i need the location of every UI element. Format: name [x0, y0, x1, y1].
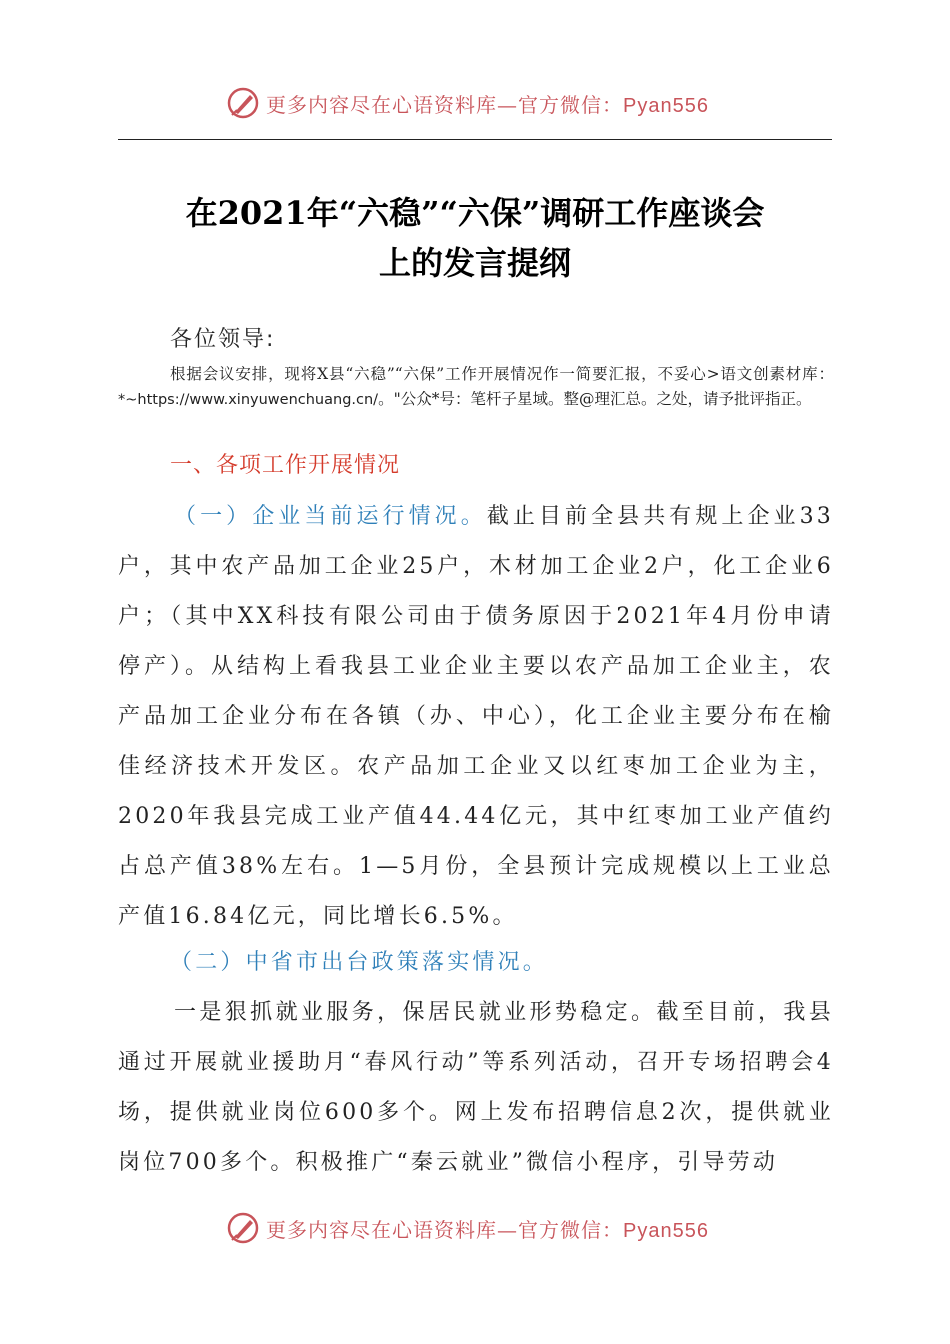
salutation: 各位领导:	[170, 327, 276, 352]
title-line-1: 在2021年“六稳”“六保”调研工作座谈会	[185, 194, 765, 232]
quill-logo-icon	[226, 86, 260, 120]
subsection-1-paragraph	[118, 492, 834, 942]
intro-url: *~https://www.xinyuwenchuang.cn/	[118, 392, 379, 408]
banner-text: 更多内容尽在心语资料库—官方微信：Pyan556	[266, 1217, 709, 1242]
subsection-1-heading: （一）企业当前运行情况。	[174, 504, 487, 529]
subsection-2-heading: （二）中省市出台政策落实情况。	[170, 950, 549, 975]
footer-watermark-banner	[226, 1211, 746, 1245]
title-line-2: 上的发言提纲	[378, 244, 571, 282]
banner-text: 更多内容尽在心语资料库—官方微信：Pyan556	[266, 92, 709, 117]
body-paragraph-2: 一是狠抓就业服务，保居民就业形势稳定。截至目前，我县通过开展就业援助月“春风行动”等系列活动，召开专场招聘会4场，提供就业岗位600多个。网上发布招聘信息2次，提供就业岗位700多个。积极推广“秦云就业”微信小程序，引导劳动	[118, 1000, 834, 1175]
banner-brand: Pyan556	[623, 94, 709, 117]
subsection-1-body: 截止目前全县共有规上企业33户，其中农产品加工企业25户，木材加工企业2户，化工企业6户；（其中XX科技有限公司由于债务原因于2021年4月份申请停产）。从结构上看我县工业企业主要以农产品加工企业主，农产品加工企业分布在各镇（办、中心），化工企业主要分布在榆佳经济技术开发区。农产品加工企业又以红枣加工企业为主，2020年我县完成工业产值44.44亿元，其中红枣加工业产值约占总产值38%左右。1—5月份，全县预计完成规模以上工业总产值16.84亿元，同比增长6.5%。	[118, 504, 835, 929]
document-title	[118, 188, 832, 288]
section-heading-1: 一、各项工作开展情况	[170, 453, 401, 478]
header-divider	[118, 139, 832, 140]
intro-paragraph: 根据会议安排，现将X县“六稳”“六保”工作开展情况作一简要汇报，不妥心>语文创素材库：*~https://www.xinyuwenchuang.cn/。"公众*号：笔杆子星域。整@理汇总。之处，请予批评指正。	[118, 365, 834, 408]
banner-brand: Pyan556	[623, 1219, 709, 1242]
header-watermark-banner	[226, 86, 746, 120]
quill-logo-icon	[226, 1211, 260, 1245]
